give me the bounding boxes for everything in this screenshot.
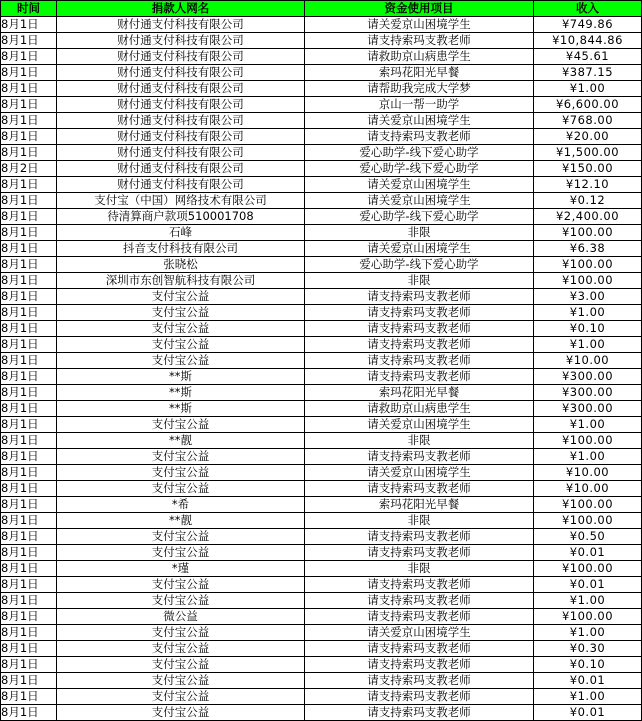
table-row: [1, 209, 642, 225]
cell-amount: ¥768.00: [534, 113, 642, 129]
cell-date: 8月1日: [1, 385, 57, 401]
cell-date: 8月1日: [1, 657, 57, 673]
cell-amount: ¥0.10: [534, 657, 642, 673]
cell-date: 8月1日: [1, 577, 57, 593]
cell-amount: ¥10.00: [534, 465, 642, 481]
cell-donor: 财付通支付科技有限公司: [57, 161, 305, 177]
cell-date: 8月1日: [1, 177, 57, 193]
table-row: [1, 417, 642, 433]
cell-amount: ¥1.00: [534, 337, 642, 353]
cell-amount: ¥100.00: [534, 225, 642, 241]
cell-amount: ¥100.00: [534, 513, 642, 529]
cell-date: 8月1日: [1, 49, 57, 65]
cell-project: 请关爱京山困境学生: [305, 465, 534, 481]
cell-project: 爱心助学-线下爱心助学: [305, 161, 534, 177]
table-row: [1, 289, 642, 305]
cell-amount: ¥0.30: [534, 641, 642, 657]
cell-project: 请关爱京山困境学生: [305, 113, 534, 129]
table-row: [1, 593, 642, 609]
cell-date: 8月1日: [1, 337, 57, 353]
table-row: [1, 401, 642, 417]
cell-donor: 支付宝（中国）网络技术有限公司: [57, 193, 305, 209]
cell-project: 非限: [305, 273, 534, 289]
cell-project: 请关爱京山困境学生: [305, 625, 534, 641]
cell-amount: ¥1.00: [534, 689, 642, 705]
cell-date: 8月1日: [1, 673, 57, 689]
cell-date: 8月1日: [1, 97, 57, 113]
cell-project: 请支持索玛支教老师: [305, 641, 534, 657]
cell-project: 请支持索玛支教老师: [305, 609, 534, 625]
cell-project: 请支持索玛支教老师: [305, 545, 534, 561]
cell-amount: ¥6,600.00: [534, 97, 642, 113]
cell-project: 请支持索玛支教老师: [305, 369, 534, 385]
table-row: [1, 97, 642, 113]
cell-amount: ¥100.00: [534, 561, 642, 577]
cell-date: 8月1日: [1, 33, 57, 49]
cell-project: 请支持索玛支教老师: [305, 705, 534, 721]
table-row: [1, 65, 642, 81]
cell-date: 8月1日: [1, 449, 57, 465]
cell-donor: 支付宝公益: [57, 353, 305, 369]
cell-donor: 支付宝公益: [57, 449, 305, 465]
cell-project: 索玛花阳光早餐: [305, 65, 534, 81]
cell-project: 请救助京山病患学生: [305, 49, 534, 65]
cell-donor: 支付宝公益: [57, 673, 305, 689]
table-row: [1, 513, 642, 529]
cell-amount: ¥12.10: [534, 177, 642, 193]
cell-date: 8月1日: [1, 689, 57, 705]
cell-amount: ¥1.00: [534, 417, 642, 433]
header-row: [1, 1, 642, 17]
cell-date: 8月1日: [1, 273, 57, 289]
cell-amount: ¥1.00: [534, 593, 642, 609]
cell-date: 8月1日: [1, 257, 57, 273]
cell-date: 8月2日: [1, 161, 57, 177]
cell-date: 8月1日: [1, 625, 57, 641]
cell-date: 8月1日: [1, 481, 57, 497]
table-row: [1, 609, 642, 625]
cell-amount: ¥100.00: [534, 497, 642, 513]
cell-amount: ¥0.01: [534, 673, 642, 689]
table-row: [1, 561, 642, 577]
cell-project: 非限: [305, 225, 534, 241]
cell-date: 8月1日: [1, 417, 57, 433]
cell-date: 8月1日: [1, 241, 57, 257]
table-row: [1, 385, 642, 401]
cell-project: 请支持索玛支教老师: [305, 337, 534, 353]
header-project: 资金使用项目: [305, 1, 534, 17]
cell-donor: 支付宝公益: [57, 577, 305, 593]
cell-donor: **靓: [57, 513, 305, 529]
table-row: [1, 481, 642, 497]
header-date: 时间: [1, 1, 57, 17]
cell-donor: 财付通支付科技有限公司: [57, 33, 305, 49]
cell-date: 8月1日: [1, 369, 57, 385]
cell-amount: ¥20.00: [534, 129, 642, 145]
table-row: [1, 49, 642, 65]
cell-date: 8月1日: [1, 433, 57, 449]
cell-donor: 财付通支付科技有限公司: [57, 97, 305, 113]
cell-project: 索玛花阳光早餐: [305, 497, 534, 513]
cell-amount: ¥2,400.00: [534, 209, 642, 225]
cell-project: 请关爱京山困境学生: [305, 17, 534, 33]
cell-project: 请支持索玛支教老师: [305, 129, 534, 145]
table-row: [1, 161, 642, 177]
table-row: [1, 529, 642, 545]
table-row: [1, 673, 642, 689]
cell-project: 爱心助学-线下爱心助学: [305, 257, 534, 273]
table-row: [1, 273, 642, 289]
cell-project: 请支持索玛支教老师: [305, 673, 534, 689]
table-row: [1, 369, 642, 385]
cell-amount: ¥0.01: [534, 705, 642, 721]
table-row: [1, 129, 642, 145]
cell-project: 请支持索玛支教老师: [305, 593, 534, 609]
cell-donor: 支付宝公益: [57, 481, 305, 497]
cell-amount: ¥1,500.00: [534, 145, 642, 161]
cell-project: 请关爱京山困境学生: [305, 417, 534, 433]
cell-date: 8月1日: [1, 609, 57, 625]
cell-donor: *希: [57, 497, 305, 513]
cell-amount: ¥0.01: [534, 545, 642, 561]
table-row: [1, 177, 642, 193]
table-row: [1, 449, 642, 465]
cell-amount: ¥45.61: [534, 49, 642, 65]
cell-project: 京山一帮一助学: [305, 97, 534, 113]
cell-date: 8月1日: [1, 641, 57, 657]
cell-date: 8月1日: [1, 401, 57, 417]
cell-amount: ¥100.00: [534, 433, 642, 449]
cell-donor: 支付宝公益: [57, 305, 305, 321]
cell-donor: 财付通支付科技有限公司: [57, 129, 305, 145]
cell-date: 8月1日: [1, 353, 57, 369]
cell-amount: ¥0.01: [534, 577, 642, 593]
cell-date: 8月1日: [1, 65, 57, 81]
cell-project: 请支持索玛支教老师: [305, 321, 534, 337]
cell-donor: 财付通支付科技有限公司: [57, 17, 305, 33]
table-row: [1, 33, 642, 49]
table-row: [1, 353, 642, 369]
cell-project: 请关爱京山困境学生: [305, 193, 534, 209]
cell-date: 8月1日: [1, 529, 57, 545]
cell-amount: ¥6.38: [534, 241, 642, 257]
cell-donor: 财付通支付科技有限公司: [57, 49, 305, 65]
table-row: [1, 657, 642, 673]
cell-donor: **靓: [57, 433, 305, 449]
cell-project: 爱心助学-线下爱心助学: [305, 209, 534, 225]
cell-project: 非限: [305, 433, 534, 449]
cell-project: 请支持索玛支教老师: [305, 481, 534, 497]
cell-donor: 支付宝公益: [57, 593, 305, 609]
table-row: [1, 193, 642, 209]
cell-date: 8月1日: [1, 209, 57, 225]
table-row: [1, 465, 642, 481]
cell-amount: ¥749.86: [534, 17, 642, 33]
cell-donor: 财付通支付科技有限公司: [57, 145, 305, 161]
cell-donor: 抖音支付科技有限公司: [57, 241, 305, 257]
cell-amount: ¥10.00: [534, 481, 642, 497]
cell-amount: ¥3.00: [534, 289, 642, 305]
cell-date: 8月1日: [1, 705, 57, 721]
table-row: [1, 257, 642, 273]
cell-date: 8月1日: [1, 225, 57, 241]
cell-date: 8月1日: [1, 305, 57, 321]
cell-amount: ¥300.00: [534, 369, 642, 385]
cell-amount: ¥300.00: [534, 385, 642, 401]
cell-date: 8月1日: [1, 17, 57, 33]
cell-project: 请帮助我完成大学梦: [305, 81, 534, 97]
cell-donor: 财付通支付科技有限公司: [57, 81, 305, 97]
cell-project: 请支持索玛支教老师: [305, 33, 534, 49]
cell-date: 8月1日: [1, 321, 57, 337]
cell-donor: 支付宝公益: [57, 545, 305, 561]
cell-project: 索玛花阳光早餐: [305, 385, 534, 401]
cell-donor: 财付通支付科技有限公司: [57, 177, 305, 193]
cell-amount: ¥0.12: [534, 193, 642, 209]
cell-date: 8月1日: [1, 113, 57, 129]
cell-donor: 支付宝公益: [57, 705, 305, 721]
cell-date: 8月1日: [1, 145, 57, 161]
cell-project: 请支持索玛支教老师: [305, 577, 534, 593]
cell-project: 请关爱京山困境学生: [305, 241, 534, 257]
table-row: [1, 17, 642, 33]
cell-project: 请关爱京山困境学生: [305, 177, 534, 193]
cell-amount: ¥100.00: [534, 609, 642, 625]
cell-donor: 支付宝公益: [57, 417, 305, 433]
cell-project: 爱心助学-线下爱心助学: [305, 145, 534, 161]
cell-amount: ¥300.00: [534, 401, 642, 417]
table-row: [1, 113, 642, 129]
cell-donor: **斯: [57, 369, 305, 385]
table-row: [1, 145, 642, 161]
cell-donor: 支付宝公益: [57, 529, 305, 545]
cell-amount: ¥1.00: [534, 305, 642, 321]
cell-donor: 支付宝公益: [57, 337, 305, 353]
cell-project: 请救助京山病患学生: [305, 401, 534, 417]
cell-project: 请支持索玛支教老师: [305, 657, 534, 673]
table-row: [1, 497, 642, 513]
cell-date: 8月1日: [1, 561, 57, 577]
cell-donor: 支付宝公益: [57, 625, 305, 641]
cell-donor: 支付宝公益: [57, 289, 305, 305]
cell-date: 8月1日: [1, 81, 57, 97]
cell-amount: ¥100.00: [534, 273, 642, 289]
cell-donor: 财付通支付科技有限公司: [57, 113, 305, 129]
table-row: [1, 641, 642, 657]
cell-donor: 微公益: [57, 609, 305, 625]
cell-project: 请支持索玛支教老师: [305, 449, 534, 465]
cell-donor: 支付宝公益: [57, 689, 305, 705]
cell-date: 8月1日: [1, 193, 57, 209]
cell-date: 8月1日: [1, 545, 57, 561]
table-row: [1, 545, 642, 561]
cell-project: 请支持索玛支教老师: [305, 689, 534, 705]
cell-amount: ¥1.00: [534, 449, 642, 465]
cell-amount: ¥1.00: [534, 625, 642, 641]
cell-date: 8月1日: [1, 465, 57, 481]
cell-project: 请支持索玛支教老师: [305, 353, 534, 369]
cell-date: 8月1日: [1, 593, 57, 609]
cell-project: 请支持索玛支教老师: [305, 529, 534, 545]
cell-amount: ¥0.50: [534, 529, 642, 545]
header-amount: 收入: [534, 1, 642, 17]
table-row: [1, 577, 642, 593]
cell-donor: 财付通支付科技有限公司: [57, 65, 305, 81]
cell-date: 8月1日: [1, 289, 57, 305]
cell-project: 请支持索玛支教老师: [305, 305, 534, 321]
cell-amount: ¥10,844.86: [534, 33, 642, 49]
cell-amount: ¥1.00: [534, 81, 642, 97]
table-row: [1, 625, 642, 641]
cell-project: 非限: [305, 561, 534, 577]
cell-donor: **斯: [57, 385, 305, 401]
cell-amount: ¥387.15: [534, 65, 642, 81]
cell-donor: 待清算商户款项510001708: [57, 209, 305, 225]
cell-donor: **斯: [57, 401, 305, 417]
cell-amount: ¥10.00: [534, 353, 642, 369]
table-row: [1, 241, 642, 257]
cell-amount: ¥100.00: [534, 257, 642, 273]
cell-project: 请支持索玛支教老师: [305, 289, 534, 305]
table-row: [1, 689, 642, 705]
cell-amount: ¥150.00: [534, 161, 642, 177]
table-row: [1, 81, 642, 97]
table-row: [1, 705, 642, 721]
table-row: [1, 321, 642, 337]
cell-date: 8月1日: [1, 513, 57, 529]
cell-donor: 支付宝公益: [57, 641, 305, 657]
cell-date: 8月1日: [1, 497, 57, 513]
table-row: [1, 337, 642, 353]
table-row: [1, 225, 642, 241]
cell-donor: 石峰: [57, 225, 305, 241]
table-row: [1, 305, 642, 321]
cell-donor: 张晓松: [57, 257, 305, 273]
cell-amount: ¥0.10: [534, 321, 642, 337]
cell-date: 8月1日: [1, 129, 57, 145]
cell-donor: 支付宝公益: [57, 465, 305, 481]
cell-donor: 深圳市东创智航科技有限公司: [57, 273, 305, 289]
table-row: [1, 433, 642, 449]
cell-donor: *瑾: [57, 561, 305, 577]
cell-donor: 支付宝公益: [57, 321, 305, 337]
cell-donor: 支付宝公益: [57, 657, 305, 673]
header-donor: 捐款人网名: [57, 1, 305, 17]
cell-project: 非限: [305, 513, 534, 529]
